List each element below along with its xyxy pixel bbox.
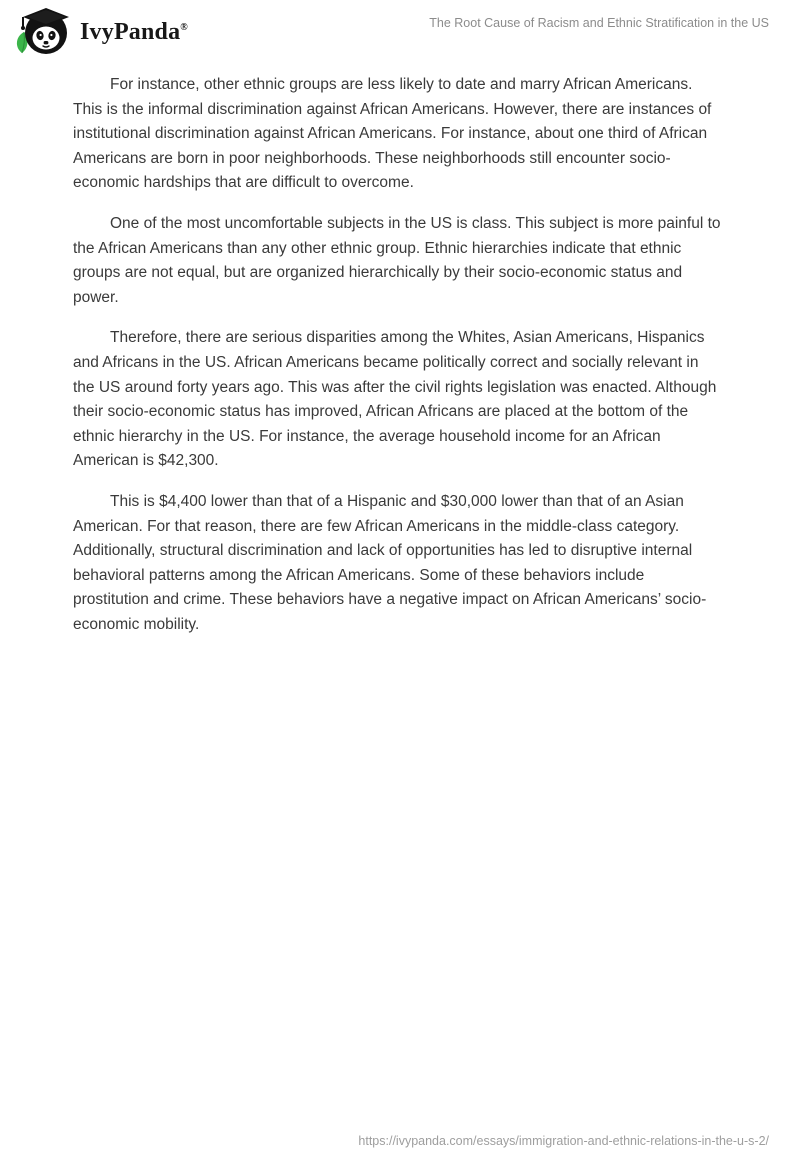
- paragraph: This is $4,400 lower than that of a Hispanic and $30,000 lower than that of an Asian American. For that reason, there are few African Americans in the middle-class category. Additionally, structural discrimination and lack of opportunities has led to disruptive internal behavioral patterns among the African Americans. Some of these behaviors include prostitution and crime. These behaviors have a negative impact on African Americans’ socio-economic mobility.: [73, 492, 707, 633]
- ivypanda-logo-icon: [15, 7, 71, 57]
- document-title: The Root Cause of Racism and Ethnic Stratification in the US: [429, 16, 769, 30]
- brand-wordmark: [80, 20, 188, 44]
- paragraph: Therefore, there are serious disparities among the Whites, Asian Americans, Hispanics and Africans in the US. African Americans became politically correct and socially relevant in the US around forty years ago. This was after the civil rights legislation was enacted. Although their socio-economic status has improved, African Africans are placed at the bottom of the ethnic hierarchy in the US. For instance, the average household income for an African American is $42,300.: [73, 329, 717, 470]
- source-url-link[interactable]: https://ivypanda.com/essays/immigration-and-ethnic-relations-in-the-u-s-2/: [358, 1134, 769, 1148]
- ivypanda-brand[interactable]: [15, 7, 188, 57]
- brand-text: IvyPanda: [80, 18, 181, 45]
- page-header: [0, 0, 800, 62]
- essay-content: [0, 62, 800, 637]
- paragraph: For instance, other ethnic groups are less likely to date and marry African Americans. This is the informal discrimination against African Americans. However, there are instances of institutional discrimination against African Americans. For instance, about one third of African Americans are born in poor neighborhoods. These neighborhoods still encounter socio-economic hardships that are difficult to overcome.: [73, 76, 712, 192]
- paragraph: One of the most uncomfortable subjects in the US is class. This subject is more painful to the African Americans than any other ethnic group. Ethnic hierarchies indicate that ethnic groups are not equal, but are organized hierarchically by their socio-economic status and power.: [73, 214, 721, 306]
- registered-trademark: ®: [180, 21, 188, 33]
